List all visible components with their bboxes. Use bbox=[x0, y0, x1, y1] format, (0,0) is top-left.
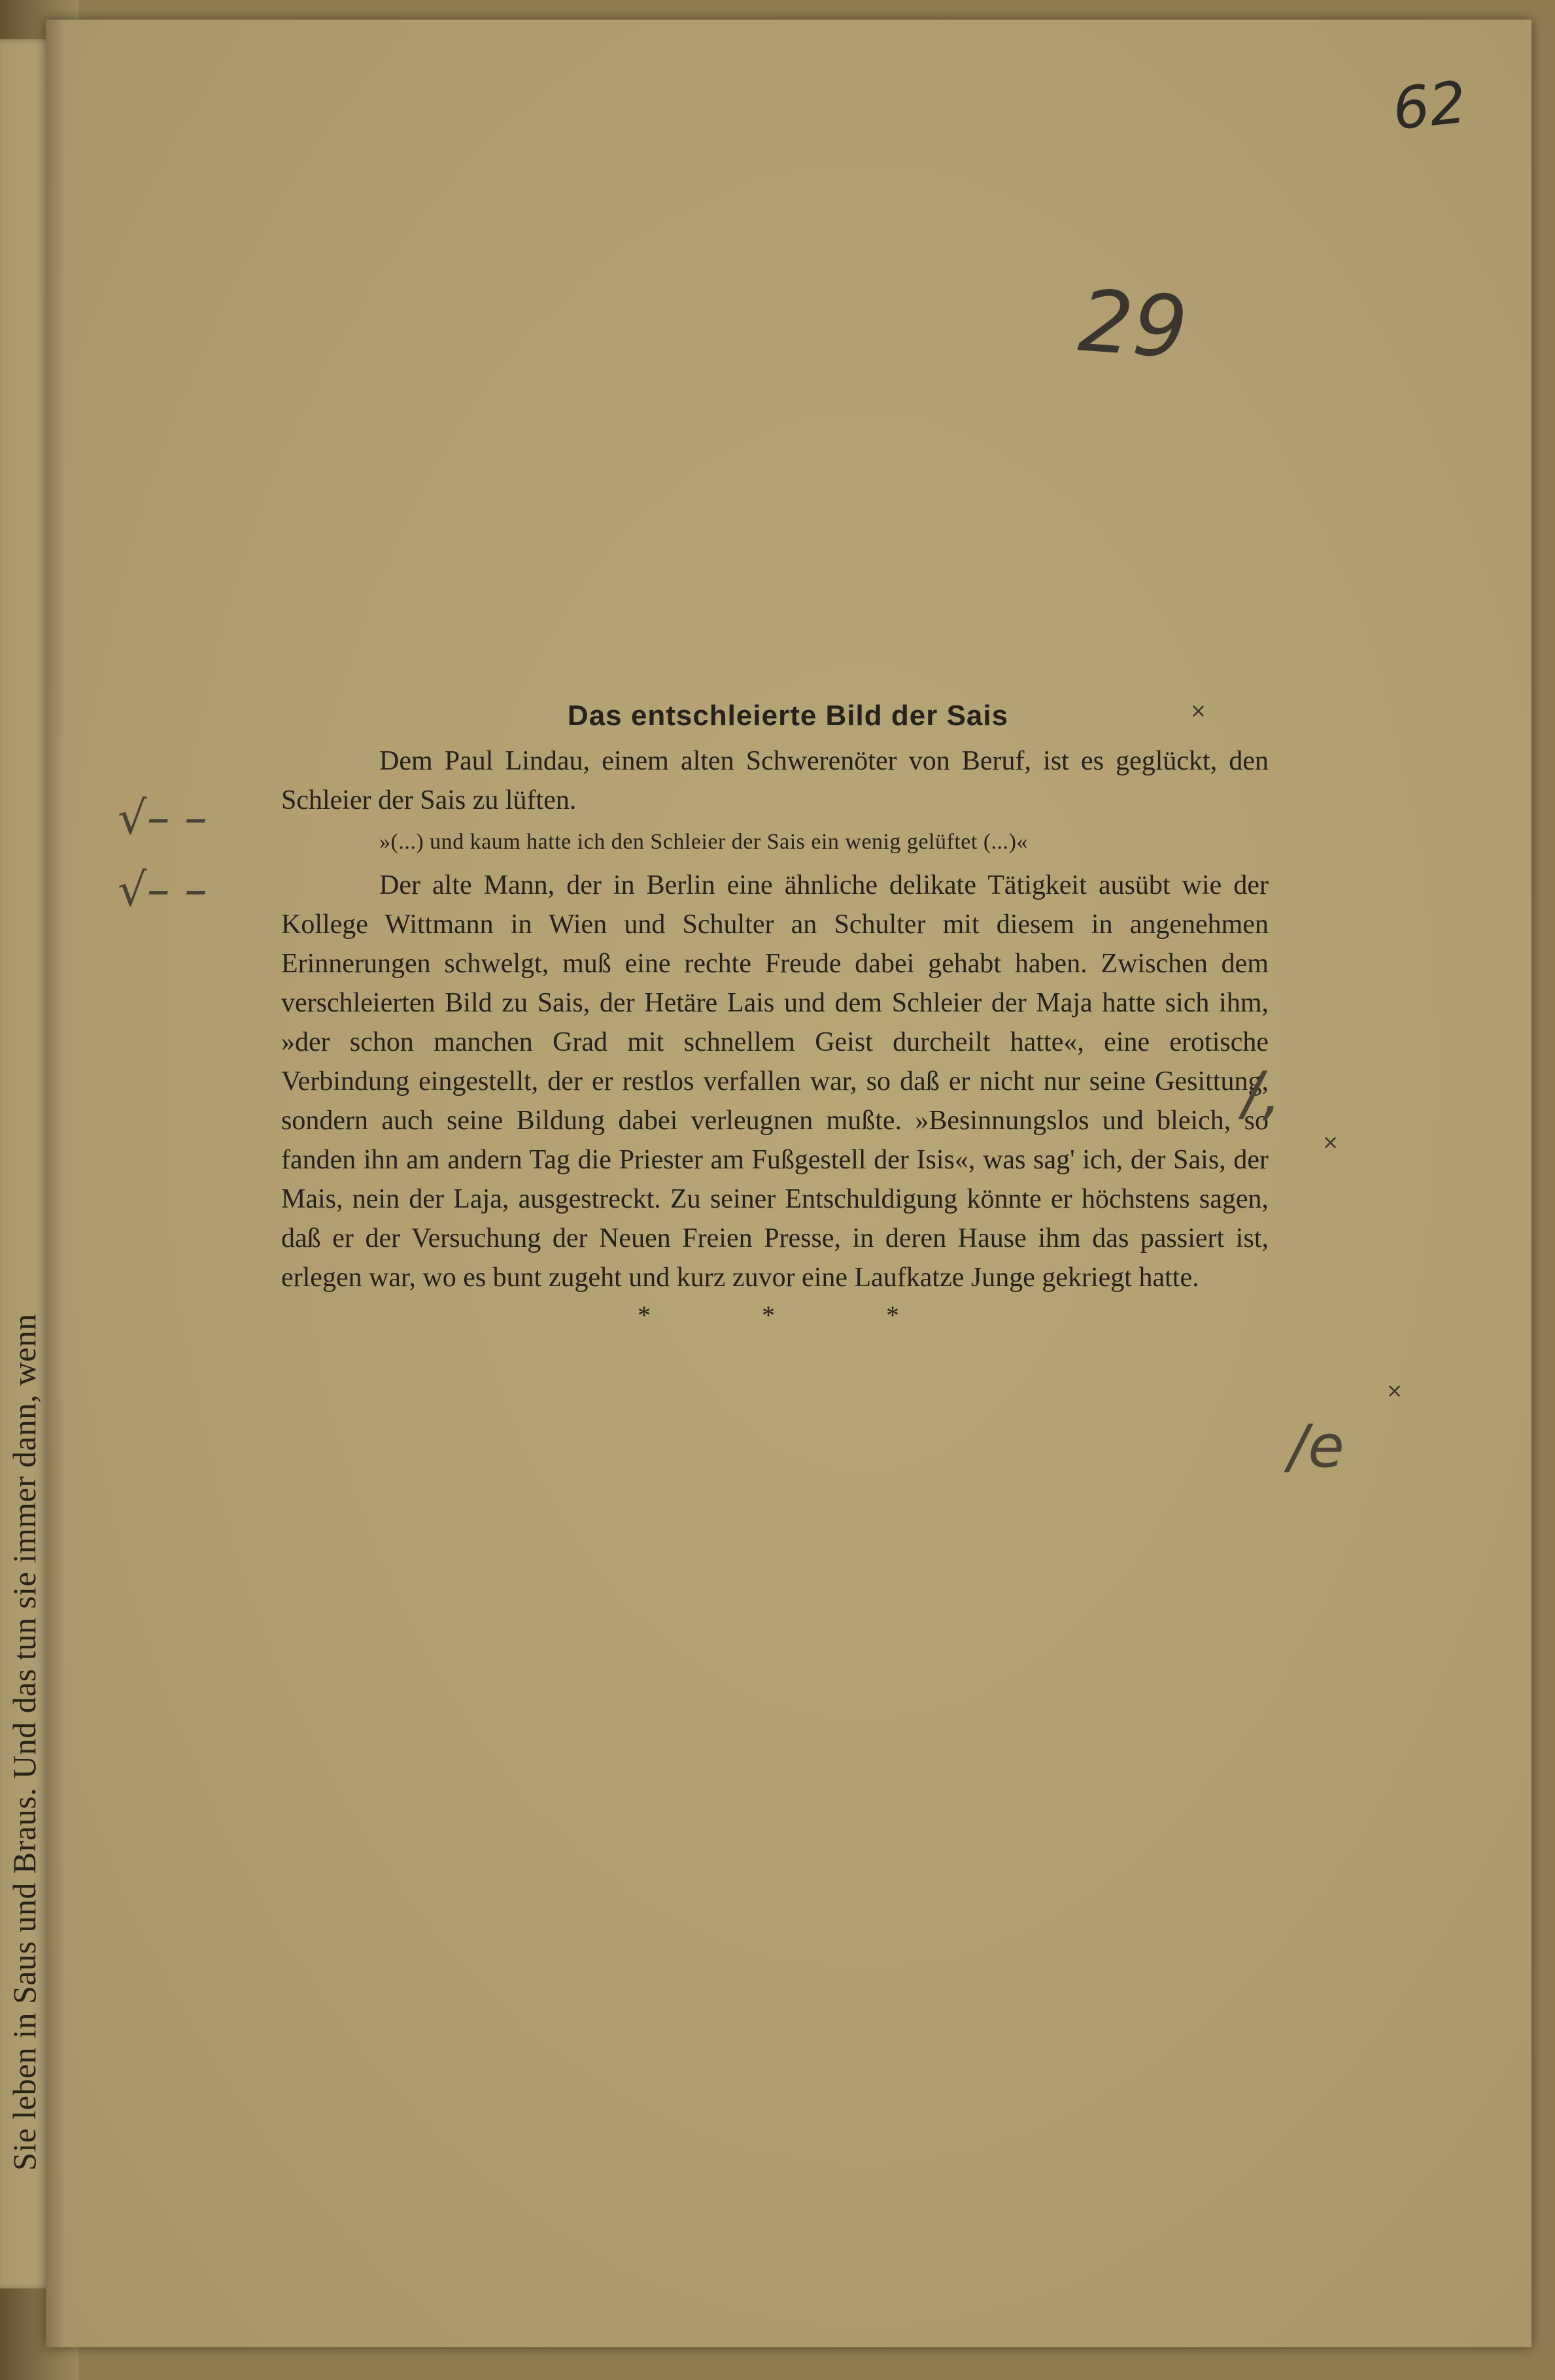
archive-number: 29 bbox=[1075, 271, 1191, 378]
x-mark-margin-2: × bbox=[1386, 1380, 1403, 1402]
page-fold-shadow bbox=[46, 20, 65, 2347]
pencil-mark-left-1: √– – bbox=[118, 791, 207, 845]
section-stars: * * * bbox=[638, 1300, 951, 1330]
article-title: Das entschleierte Bild der Sais bbox=[567, 700, 1009, 732]
article-body: Der alte Mann, der in Berlin eine ähnliche delikate Tätigkeit ausübt wie der Kollege Wittmann in Wien und Schulter an Schulter mit diesem in angenehmen Erinnerungen schwelgt, muß eine rechte Freude dabei gehabt haben. Zwischen dem verschleierten Bild zu Sais, der Hetäre Lais und dem Schleier der Maja hatte sich ihm, »der schon manchen Grad mit schnellem Geist durcheilt hatte«, eine erotische Verbindung eingestellt, der er restlos verfallen war, so daß er nicht nur seine Gesittung, sondern auch seine Bildung dabei verleugnen mußte. »Besinnungslos und bleich, so fanden ihn am andern Tag die Priester am Fußgestell der Isis«, was sag' ich, der Sais, der Mais, nein der Laja, ausgestreckt. Zu seiner Entschuldigung könnte er höchstens sagen, daß er der Versuchung der Neuen Freien Presse, in deren Hause ihm das passiert ist, erlegen war, wo es bunt zugeht und kurz zuvor eine Laufkatze Junge gekriegt hatte. bbox=[281, 870, 1269, 1293]
article bbox=[281, 700, 1269, 1331]
pencil-mark-right-2: /e bbox=[1288, 1412, 1344, 1481]
pencil-mark-left-2: √– – bbox=[118, 863, 207, 917]
folio-number: 62 bbox=[1389, 68, 1470, 143]
document-page bbox=[46, 20, 1531, 2347]
x-mark-margin-1: × bbox=[1322, 1131, 1339, 1154]
article-intro: Dem Paul Lindau, einem alten Schwerenöter von Beruf, ist es geglückt, den Schleier der Sais zu lüften. bbox=[281, 746, 1269, 815]
pencil-mark-right-1: /, bbox=[1242, 1059, 1281, 1128]
underlying-text-line: Sie leben in Saus und Braus. Und das tun sie immer dann, wenn bbox=[6, 1314, 43, 2171]
x-mark-title: × bbox=[1190, 700, 1207, 722]
article-quote: »(...) und kaum hatte ich den Schleier der Sais ein wenig gelüftet (...)« bbox=[379, 830, 1028, 854]
